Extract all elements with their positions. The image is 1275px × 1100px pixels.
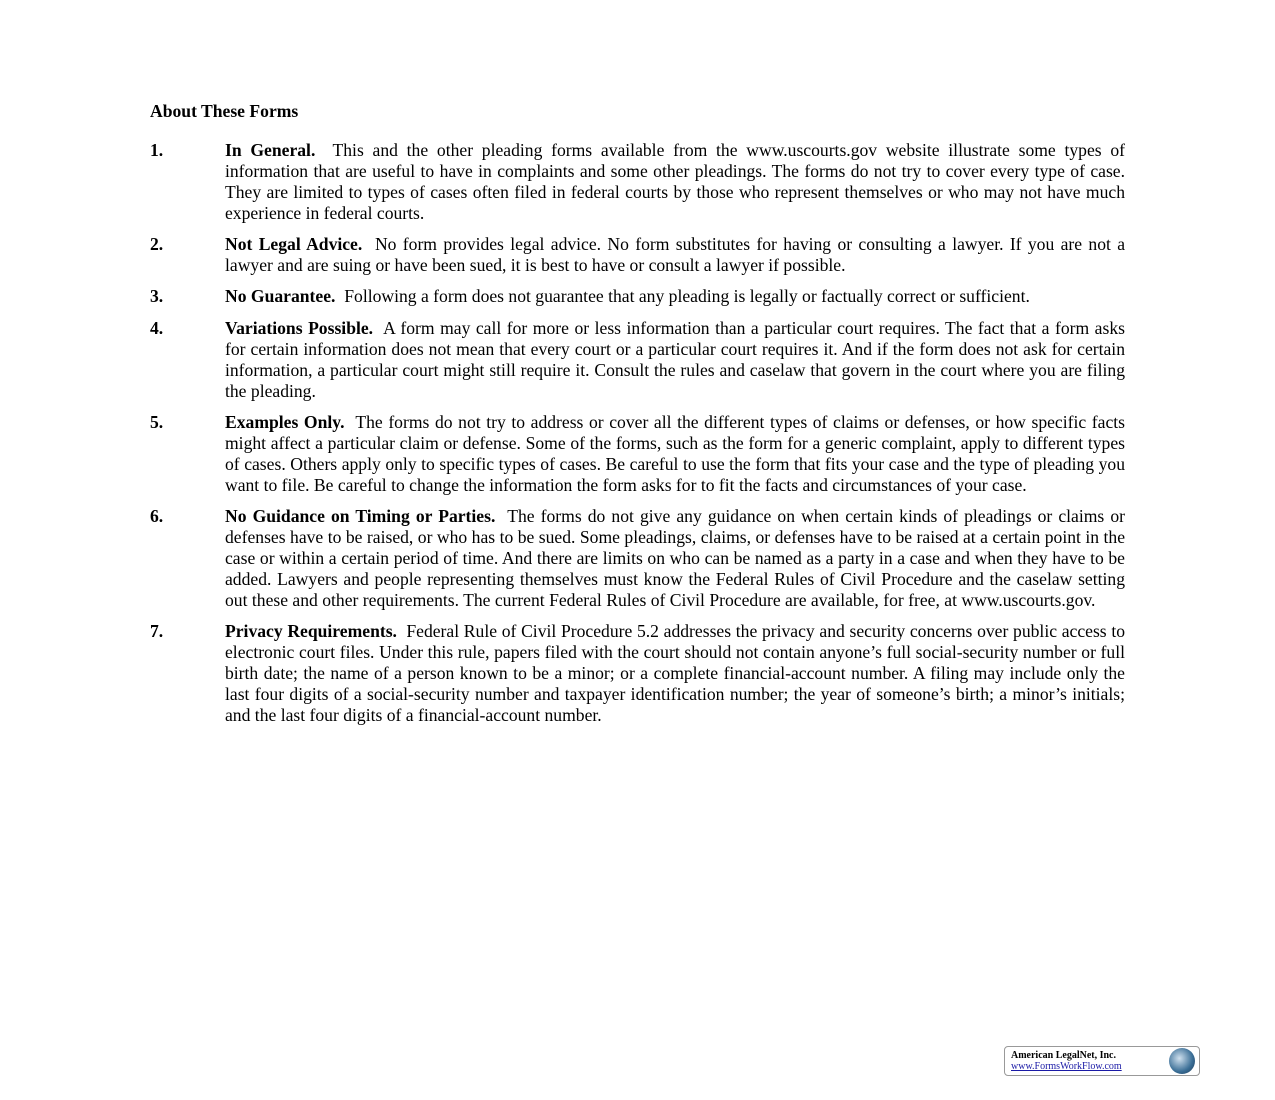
item-text (225, 286, 1125, 307)
item-body: A form may call for more or less information than a particular court requires. The fact that a form asks for certain information does not mean that every court or a particular court requires it. And if the form does not ask for certain information, a particular court might still require it. Consult the rules and caselaw that govern in the court where you are filing the pleading. (225, 317, 1125, 401)
list-item (150, 506, 1125, 611)
american-legalnet-logo[interactable] (1004, 1046, 1200, 1076)
item-number: 5. (150, 411, 164, 432)
item-heading: Variations Possible. (225, 317, 374, 338)
list-item (150, 621, 1125, 726)
list-item (150, 318, 1125, 402)
item-heading: Examples Only. (225, 411, 345, 432)
item-body: This and the other pleading forms available from the www.uscourts.gov website illustrate some types of information that are useful to have in complaints and some other pleadings. The forms do not try to cover every type of case. They are limited to types of cases often filed in federal courts by those who represent themselves or who may not have much experience in federal courts. (225, 140, 1125, 223)
logo-company: American LegalNet, Inc. (1011, 1050, 1116, 1061)
item-text (225, 506, 1125, 611)
list-item (150, 234, 1125, 276)
item-number: 6. (150, 506, 164, 527)
item-heading: Privacy Requirements. (225, 621, 397, 642)
logo-link[interactable]: www.FormsWorkFlow.com (1011, 1061, 1122, 1072)
item-body: No form provides legal advice. No form substitutes for having or consulting a lawyer. If you are not a lawyer and are suing or have been sued, it is best to have or consult a lawyer if possible. (225, 234, 1126, 276)
item-heading: Not Legal Advice. (225, 234, 363, 255)
item-text (225, 318, 1125, 402)
item-text (225, 621, 1125, 726)
item-number: 7. (150, 621, 164, 642)
item-number: 4. (150, 317, 164, 338)
item-body: Following a form does not guarantee that any pleading is legally or factually correct or sufficient. (344, 286, 1030, 307)
list-item (150, 286, 1125, 307)
item-number: 2. (150, 234, 164, 255)
item-body: Federal Rule of Civil Procedure 5.2 addresses the privacy and security concerns over public access to electronic court files. Under this rule, papers filed with the court should not contain anyone’s full social-security number or full birth date; the name of a person known to be a minor; or a complete financial-account number. A filing may include only the last four digits of a social-security number and taxpayer identification number; the year of someone’s birth; a minor’s initials; and the last four digits of a financial-account number. (225, 621, 1126, 725)
forms-notice-list (150, 140, 1125, 736)
item-body: The forms do not try to address or cover all the different types of claims or defenses, or how specific facts might affect a particular claim or defense. Some of the forms, such as the form for a generic complaint, apply to different types of cases. Others apply only to specific types of cases. Be careful to use the form that fits your case and the type of pleading you want to file. Be careful to change the information the form asks for to fit the facts and circumstances of your case. (225, 411, 1125, 495)
item-text (225, 412, 1125, 496)
document-title: About These Forms (150, 101, 299, 121)
item-heading: In General. (225, 140, 316, 160)
item-body: The forms do not give any guidance on when certain kinds of pleadings or claims or defenses have to be raised, or who has to be sued. Some pleadings, claims, or defenses have to be raised at a certain point in the case or within a certain period of time. And there are limits on who can be named as a party in a case and when they have to be added. Lawyers and people representing themselves must know the Federal Rules of Civil Procedure and the caselaw setting out these and other requirements. The current Federal Rules of Civil Procedure are available, for free, at www.uscourts.gov. (225, 506, 1126, 610)
item-heading: No Guarantee. (225, 286, 336, 307)
item-text (225, 234, 1125, 276)
item-number: 3. (150, 286, 164, 307)
list-item (150, 140, 1125, 224)
list-item (150, 412, 1125, 496)
globe-icon (1169, 1048, 1195, 1074)
item-number: 1. (150, 140, 164, 160)
item-heading: No Guidance on Timing or Parties. (225, 506, 496, 527)
item-text (225, 140, 1125, 224)
